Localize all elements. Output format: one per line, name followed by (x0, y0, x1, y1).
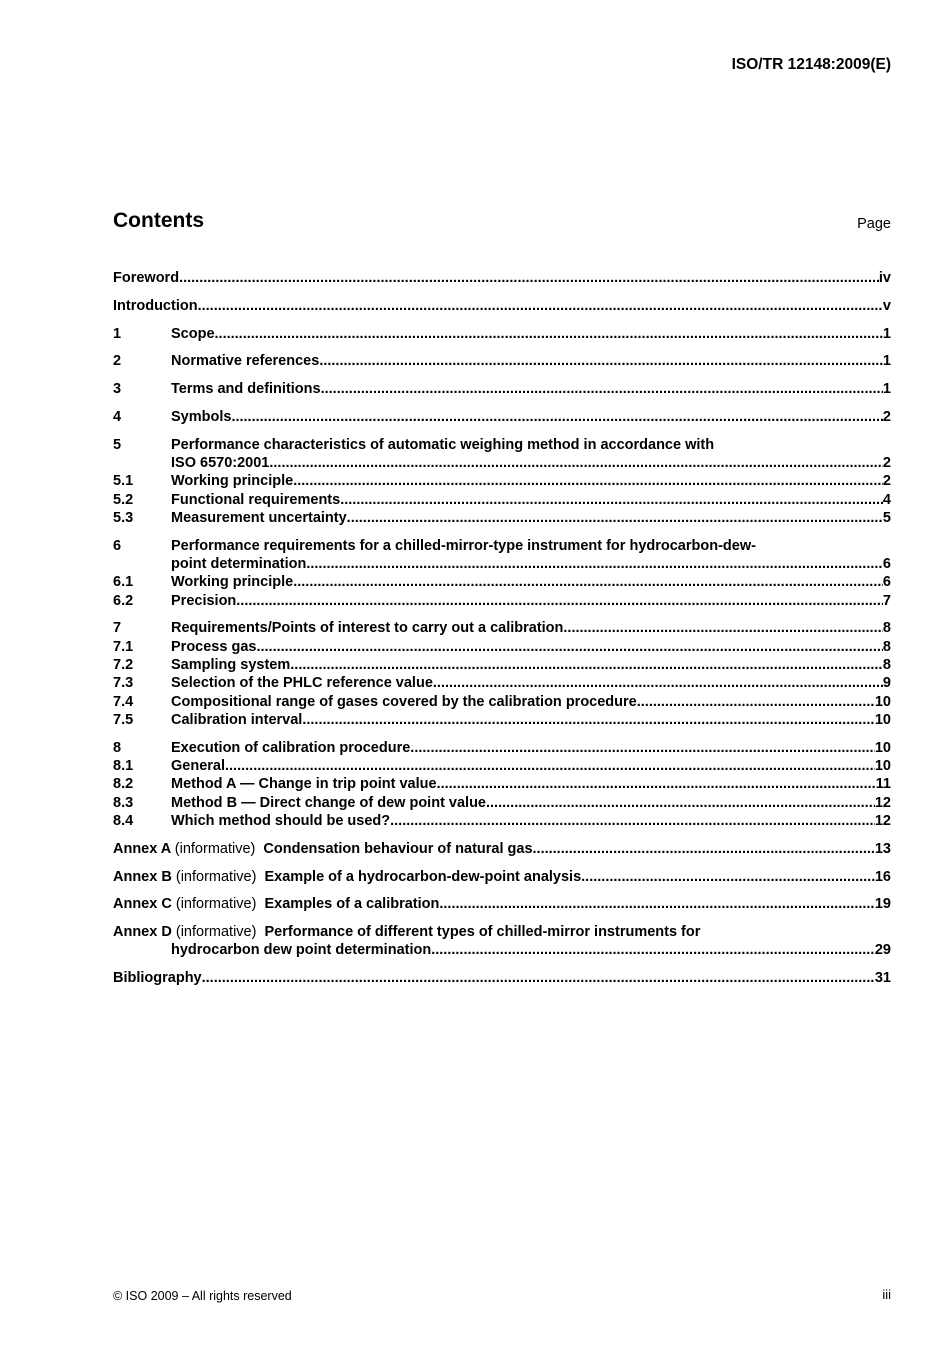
annex-label: Annex A (113, 840, 171, 857)
toc-title: Method B — Direct change of dew point value (171, 794, 486, 811)
toc-title: Method A — Change in trip point value (171, 776, 437, 793)
toc-title: General (171, 758, 225, 775)
toc-title: Measurement uncertainty (171, 509, 347, 526)
toc-page: 2 (882, 455, 891, 472)
dot-leader (290, 656, 883, 674)
toc-entry-8-1[interactable] (113, 757, 891, 775)
toc-title: ISO 6570:2001 (171, 455, 270, 472)
toc-page: 10 (874, 693, 891, 710)
toc-number: 8.4 (113, 812, 134, 829)
toc-title: Which method should be used? (171, 812, 391, 829)
toc-page: 11 (875, 776, 891, 793)
dot-leader (437, 775, 876, 793)
toc-number: 7.3 (113, 675, 134, 692)
toc-title: Functional requirements (171, 491, 341, 508)
toc-title: Execution of calibration procedure (171, 739, 411, 756)
toc-title-line: Performance requirements for a chilled-mirror-type instrument for hydrocarbon-dew- (171, 537, 756, 554)
dot-leader (236, 592, 883, 610)
dot-leader (581, 868, 875, 886)
toc-entry-7-2[interactable] (113, 656, 891, 674)
toc-page: 2 (882, 473, 891, 490)
table-of-contents (113, 269, 891, 988)
toc-entry-2[interactable] (113, 352, 891, 370)
toc-entry-7-1[interactable] (113, 638, 891, 656)
dot-leader (321, 380, 883, 398)
toc-page: 5 (882, 509, 891, 526)
dot-leader (225, 757, 875, 775)
dot-leader (319, 352, 883, 370)
toc-page: 16 (874, 868, 891, 885)
dot-leader (431, 941, 875, 959)
toc-number: 7.1 (113, 638, 134, 655)
toc-page: 10 (874, 711, 891, 728)
dot-leader (306, 555, 883, 573)
toc-entry-6[interactable] (113, 537, 891, 574)
toc-entry-7-3[interactable] (113, 674, 891, 692)
toc-number: 5.1 (113, 473, 134, 490)
toc-number: 2 (113, 353, 122, 370)
toc-page: 7 (882, 592, 891, 609)
dot-leader (563, 619, 883, 637)
dot-leader (215, 325, 883, 343)
toc-title: Introduction (113, 297, 198, 314)
toc-title: Condensation behaviour of natural gas (263, 840, 533, 857)
copyright-notice: © ISO 2009 – All rights reserved (113, 1289, 292, 1303)
toc-page: 1 (882, 381, 891, 398)
toc-page: 29 (874, 942, 891, 959)
toc-number: 6.1 (113, 574, 134, 591)
toc-entry-annex-d[interactable] (113, 923, 891, 960)
annex-label: Annex B (113, 868, 172, 885)
dot-leader (439, 895, 874, 913)
dot-leader (179, 269, 879, 287)
toc-page: v (882, 297, 891, 314)
toc-entry-8-4[interactable] (113, 812, 891, 830)
toc-title: Sampling system (171, 657, 291, 674)
toc-title: Normative references (171, 353, 320, 370)
toc-number: 7.2 (113, 657, 134, 674)
toc-entry-7-5[interactable] (113, 711, 891, 729)
toc-title: Compositional range of gases covered by the calibration procedure (171, 693, 637, 710)
toc-title: Foreword (113, 270, 180, 286)
toc-page: 10 (874, 739, 891, 756)
toc-title: Requirements/Points of interest to carry out a calibration (171, 620, 564, 637)
toc-number: 5 (113, 436, 122, 453)
dot-leader (340, 491, 883, 509)
toc-page: 6 (882, 574, 891, 591)
page-column-label: Page (857, 216, 891, 232)
toc-number: 8.1 (113, 758, 134, 775)
toc-page: 9 (882, 675, 891, 692)
toc-entry-bibliography[interactable] (113, 969, 891, 987)
toc-page: 1 (882, 353, 891, 370)
toc-title: Calibration interval (171, 711, 303, 728)
toc-page: 4 (882, 491, 891, 508)
toc-title: Examples of a calibration (264, 896, 440, 913)
toc-title: Example of a hydrocarbon-dew-point analysis (264, 868, 582, 885)
toc-entry-annex-a[interactable] (113, 840, 891, 858)
toc-title-line: Performance of different types of chilled-mirror instruments for (264, 924, 701, 941)
page-number: iii (882, 1287, 891, 1302)
dot-leader (293, 573, 883, 591)
dot-leader (293, 472, 883, 490)
toc-title: Bibliography (113, 970, 202, 987)
dot-leader (390, 812, 875, 830)
toc-page: 10 (874, 758, 891, 775)
toc-page: 12 (874, 794, 891, 811)
toc-entry-5-3[interactable] (113, 509, 891, 527)
page-title: Contents (113, 209, 204, 232)
dot-leader (433, 674, 883, 692)
toc-page: 1 (882, 325, 891, 342)
dot-leader (637, 693, 875, 711)
toc-title: Symbols (171, 408, 232, 425)
toc-title: Process gas (171, 638, 257, 655)
dot-leader (533, 840, 875, 858)
toc-entry-5-1[interactable] (113, 472, 891, 490)
toc-number: 3 (113, 381, 122, 398)
toc-entry-4[interactable] (113, 408, 891, 426)
annex-label: Annex C (113, 896, 172, 913)
dot-leader (198, 297, 883, 315)
toc-entry-5-2[interactable] (113, 491, 891, 509)
toc-page: 31 (874, 970, 891, 987)
toc-number: 6.2 (113, 592, 134, 609)
toc-number: 4 (113, 408, 122, 425)
toc-number: 7 (113, 620, 122, 637)
toc-title-line: Performance characteristics of automatic weighing method in accordance with (171, 436, 715, 453)
toc-title: Selection of the PHLC reference value (171, 675, 433, 692)
toc-number: 8.2 (113, 776, 134, 793)
toc-number: 8.3 (113, 794, 134, 811)
toc-entry-6-1[interactable] (113, 573, 891, 591)
annex-type: (informative) (174, 840, 256, 857)
toc-page: 8 (882, 638, 891, 655)
annex-label: Annex D (113, 924, 172, 941)
toc-title: Precision (171, 592, 237, 609)
toc-title: hydrocarbon dew point determination (171, 942, 432, 959)
toc-entry-3[interactable] (113, 380, 891, 398)
toc-number: 7.4 (113, 693, 134, 710)
toc-page: 12 (874, 812, 891, 829)
toc-number: 1 (113, 325, 122, 342)
toc-number: 5.3 (113, 509, 134, 526)
toc-number: 5.2 (113, 491, 134, 508)
toc-number: 8 (113, 739, 122, 756)
toc-title: Working principle (171, 574, 294, 591)
toc-page: 6 (882, 556, 891, 573)
annex-type: (informative) (175, 868, 257, 885)
toc-page: 8 (882, 657, 891, 674)
dot-leader (231, 408, 882, 426)
toc-entry-8[interactable] (113, 739, 891, 757)
toc-entry-introduction[interactable] (113, 297, 891, 315)
toc-entry-annex-c[interactable] (113, 895, 891, 913)
toc-entry-6-2[interactable] (113, 592, 891, 610)
toc-number: 7.5 (113, 711, 134, 728)
toc-entry-8-3[interactable] (113, 794, 891, 812)
toc-title: Terms and definitions (171, 381, 321, 398)
dot-leader (256, 638, 882, 656)
dot-leader (486, 794, 875, 812)
toc-number: 6 (113, 537, 122, 554)
dot-leader (410, 739, 875, 757)
dot-leader (269, 454, 883, 472)
toc-entry-8-2[interactable] (113, 775, 891, 793)
toc-page: 8 (882, 620, 891, 637)
toc-entry-foreword[interactable] (113, 269, 891, 287)
document-id: ISO/TR 12148:2009(E) (731, 56, 891, 73)
toc-entry-7[interactable] (113, 619, 891, 637)
annex-type: (informative) (175, 924, 257, 941)
toc-title: point determination (171, 556, 307, 573)
dot-leader (302, 711, 875, 729)
annex-type: (informative) (175, 896, 257, 913)
toc-page: iv (878, 270, 891, 286)
dot-leader (202, 969, 875, 987)
toc-page: 13 (874, 840, 891, 857)
toc-title: Scope (171, 325, 215, 342)
toc-entry-1[interactable] (113, 325, 891, 343)
toc-entry-5[interactable] (113, 436, 891, 473)
dot-leader (347, 509, 883, 527)
toc-title: Working principle (171, 473, 294, 490)
toc-page: 19 (874, 896, 891, 913)
toc-entry-7-4[interactable] (113, 693, 891, 711)
toc-page: 2 (882, 408, 891, 425)
toc-entry-annex-b[interactable] (113, 868, 891, 886)
